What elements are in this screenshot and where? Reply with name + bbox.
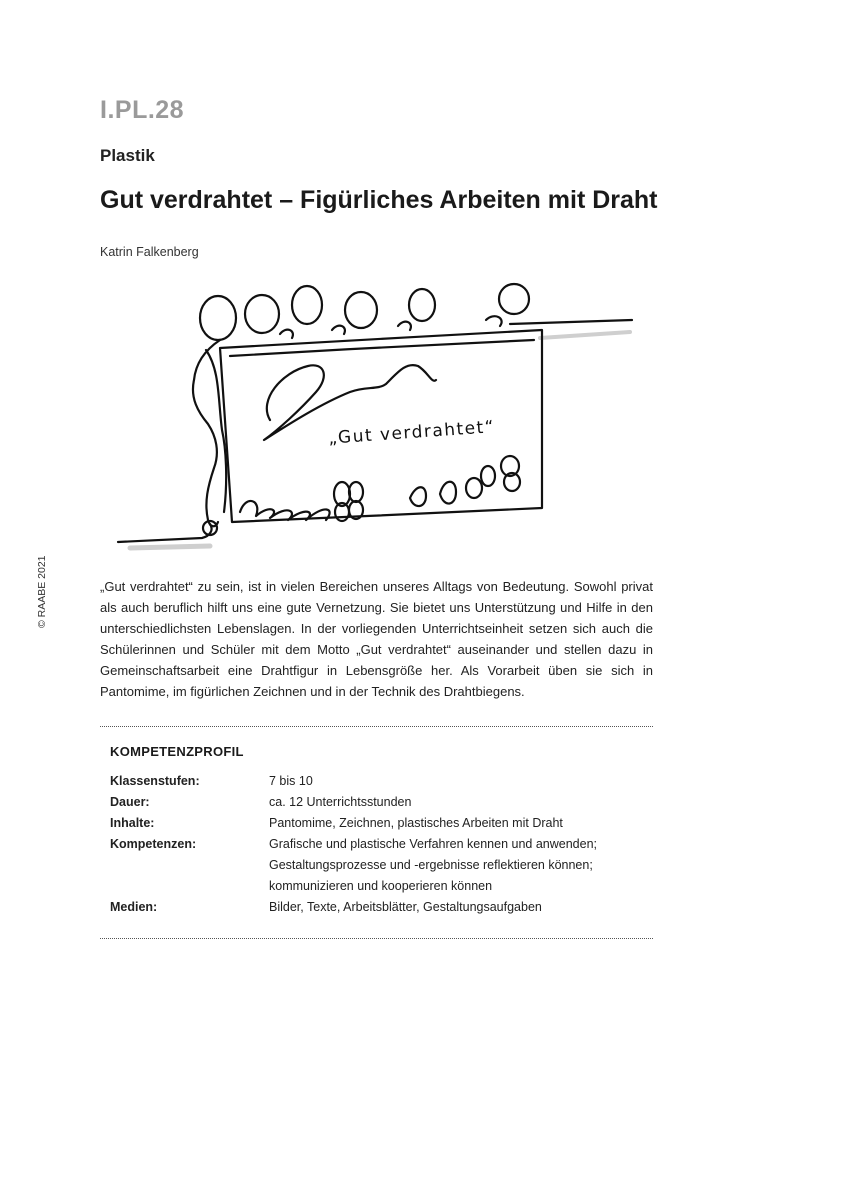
- profile-value: [269, 813, 650, 834]
- section-divider-top: [100, 726, 653, 727]
- profile-row-contents: [110, 813, 650, 834]
- unit-code: I.PL.28: [100, 96, 185, 124]
- profile-row-duration: [110, 792, 650, 813]
- banner-text: „Gut verdrahtet“: [327, 417, 496, 449]
- category-label: Plastik: [100, 146, 155, 165]
- competence-profile: [110, 744, 650, 918]
- wire-figures-illustration: [110, 280, 640, 555]
- copyright-notice: © RAABE 2021: [36, 555, 48, 628]
- profile-label: Klassenstufen:: [110, 774, 200, 788]
- profile-heading: KOMPETENZPROFIL: [110, 744, 244, 759]
- profile-value-line: Gestaltungsprozesse und -ergebnisse reflektieren können;: [269, 858, 593, 872]
- profile-value-line: ca. 12 Unterrichtsstunden: [269, 795, 412, 809]
- profile-label: Dauer:: [110, 795, 150, 809]
- profile-value-line: kommunizieren und kooperieren können: [269, 879, 493, 893]
- profile-value-line: Grafische und plastische Verfahren kennen und anwenden;: [269, 837, 598, 851]
- profile-value: [269, 834, 650, 897]
- author-name: Katrin Falkenberg: [100, 245, 199, 259]
- profile-value-line: Pantomime, Zeichnen, plastisches Arbeiten mit Draht: [269, 816, 563, 830]
- intro-paragraph: „Gut verdrahtet“ zu sein, ist in vielen Bereichen unseres Alltags von Bedeutung. Sowohl privat als auch beruflich hilft uns eine gute Vernetzung. Sie bietet uns Unterstützung und Hilfe in den unterschiedlichsten Lebenslagen. In der vorliegenden Unterrichtseinheit setzen sich auch die Schülerinnen und Schüler mit dem Motto „Gut verdrahtet“ auseinander und stellen dazu in Gemeinschaftsarbeit eine Drahtfigur in Lebensgröße her. Als Vorarbeit üben sie sich in Pantomime, im figürlichen Zeichnen und in der Technik des Drahtbiegens.: [100, 579, 653, 699]
- section-divider-bottom: [100, 938, 653, 939]
- profile-row-competences: [110, 834, 650, 897]
- profile-label: Inhalte:: [110, 816, 155, 830]
- profile-value: [269, 771, 650, 792]
- page-title: Gut verdrahtet – Figürliches Arbeiten mit Draht: [100, 186, 658, 214]
- profile-value-line: Bilder, Texte, Arbeitsblätter, Gestaltungsaufgaben: [269, 900, 542, 914]
- profile-row-grade-levels: [110, 771, 650, 792]
- profile-label: Medien:: [110, 900, 158, 914]
- profile-value: [269, 792, 650, 813]
- profile-label: Kompetenzen:: [110, 837, 197, 851]
- profile-value: [269, 897, 650, 918]
- profile-row-media: [110, 897, 650, 918]
- profile-value-line: 7 bis 10: [269, 774, 313, 788]
